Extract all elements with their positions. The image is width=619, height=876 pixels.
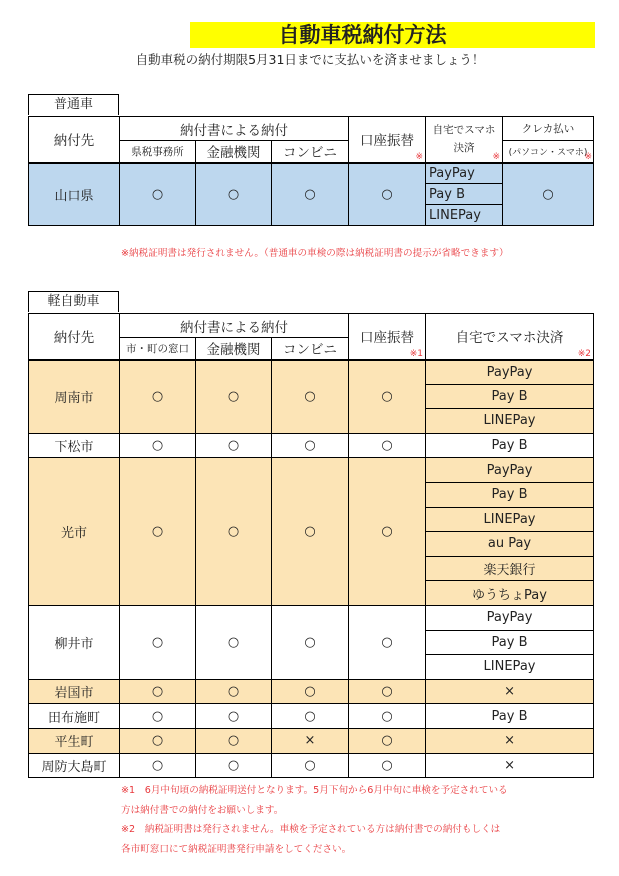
kei-notes <box>121 781 508 859</box>
table-row <box>29 433 594 458</box>
cell-smartphone: Pay B <box>426 184 503 205</box>
payee-name: 周南市 <box>29 360 120 434</box>
cell-smartphone: LINEPay <box>426 655 594 680</box>
note-mark: ※ <box>492 151 501 162</box>
table-row <box>29 704 594 729</box>
cell-smartphone: Pay B <box>426 704 594 729</box>
page-title: 自動車税納付方法 <box>190 22 595 48</box>
cell-transfer: ○ <box>349 753 426 778</box>
table-row <box>29 605 594 630</box>
cell-office: ○ <box>120 433 196 458</box>
payee-name: 田布施町 <box>29 704 120 729</box>
cell-smartphone: × <box>426 753 594 778</box>
header-smartphone: 自宅でスマホ決済 ※2 <box>426 314 594 360</box>
payee-name: 岩国市 <box>29 679 120 704</box>
cell-smartphone: LINEPay <box>426 205 503 226</box>
kei-table <box>28 313 594 778</box>
cell-smartphone: PayPay <box>426 605 594 630</box>
header-bank-transfer: 口座振替 ※1 <box>349 314 426 360</box>
header-sub-conv: コンビニ <box>272 141 349 163</box>
cell-transfer: ○ <box>349 458 426 606</box>
header-payee: 納付先 <box>29 314 120 360</box>
cell-smartphone: PayPay <box>426 360 594 385</box>
cell-smartphone: Pay B <box>426 630 594 655</box>
table-row <box>29 728 594 753</box>
cell-transfer: ○ <box>349 433 426 458</box>
section-label-futsu: 普通車 <box>28 94 119 115</box>
cell-smartphone: Pay B <box>426 384 594 409</box>
table-row <box>29 458 594 483</box>
payee-name: 山口県 <box>29 163 120 226</box>
cell-smartphone: LINEPay <box>426 507 594 532</box>
cell-smartphone: Pay B <box>426 482 594 507</box>
kei-note-line: ※1 6月中旬頃の納税証明送付となります。5月下旬から6月中旬に車検を予定されている <box>121 785 508 796</box>
cell-conv: ○ <box>272 360 349 434</box>
cell-conv: × <box>272 728 349 753</box>
note-mark: ※2 <box>577 348 592 359</box>
table-row <box>29 163 594 184</box>
cell-bank: ○ <box>196 163 272 226</box>
futsu-note: ※納税証明書は発行されません。（普通車の車検の際は納税証明書の提示が省略できます） <box>121 248 509 259</box>
payee-name: 平生町 <box>29 728 120 753</box>
cell-conv: ○ <box>272 679 349 704</box>
cell-conv: ○ <box>272 753 349 778</box>
cell-office: ○ <box>120 753 196 778</box>
header-sub-bank: 金融機関 <box>196 141 272 163</box>
table-row <box>29 753 594 778</box>
cell-bank: ○ <box>196 679 272 704</box>
cell-office: ○ <box>120 458 196 606</box>
cell-smartphone: PayPay <box>426 163 503 184</box>
futsu-table <box>28 116 594 226</box>
cell-office: ○ <box>120 704 196 729</box>
kei-note-line: ※2 納税証明書は発行されません。車検を予定されている方は納付書での納付もしくは <box>121 824 501 835</box>
cell-transfer: ○ <box>349 728 426 753</box>
cell-smartphone: ゆうちょPay <box>426 581 594 606</box>
header-sub-office: 県税事務所 <box>120 141 196 163</box>
cell-conv: ○ <box>272 433 349 458</box>
cell-bank: ○ <box>196 753 272 778</box>
cell-conv: ○ <box>272 605 349 679</box>
cell-conv: ○ <box>272 704 349 729</box>
payee-name: 下松市 <box>29 433 120 458</box>
table-row <box>29 679 594 704</box>
cell-conv: ○ <box>272 458 349 606</box>
kei-note-line: 各市町窓口にて納税証明書発行申請をしてください。 <box>121 843 352 855</box>
header-sub-conv: コンビニ <box>272 338 349 360</box>
kei-note-line: 方は納付書での納付をお願いします。 <box>121 804 284 816</box>
cell-bank: ○ <box>196 728 272 753</box>
cell-credit: ○ <box>503 163 594 226</box>
section-label-kei: 軽自動車 <box>28 291 119 312</box>
cell-office: ○ <box>120 728 196 753</box>
cell-transfer: ○ <box>349 704 426 729</box>
payee-name: 柳井市 <box>29 605 120 679</box>
header-sub-office: 市・町の窓口 <box>120 338 196 360</box>
page-subtitle: 自動車税の納付期限5月31日までに支払いを済ませましょう！ <box>135 52 485 67</box>
cell-conv: ○ <box>272 163 349 226</box>
header-payee: 納付先 <box>29 117 120 163</box>
cell-smartphone: LINEPay <box>426 409 594 434</box>
cell-smartphone: au Pay <box>426 532 594 557</box>
payee-name: 周防大島町 <box>29 753 120 778</box>
note-mark: ※1 <box>409 348 424 359</box>
cell-office: ○ <box>120 163 196 226</box>
cell-office: ○ <box>120 605 196 679</box>
cell-bank: ○ <box>196 433 272 458</box>
header-bank-transfer: 口座振替 ※ <box>349 117 426 163</box>
cell-office: ○ <box>120 679 196 704</box>
cell-smartphone: × <box>426 728 594 753</box>
payee-name: 光市 <box>29 458 120 606</box>
note-mark: ※ <box>415 151 424 162</box>
cell-bank: ○ <box>196 704 272 729</box>
cell-smartphone: PayPay <box>426 458 594 483</box>
cell-smartphone: 楽天銀行 <box>426 556 594 581</box>
header-credit: クレカ払い <box>503 117 594 141</box>
cell-bank: ○ <box>196 360 272 434</box>
header-smartphone: 自宅でスマホ 決済 ※ <box>426 117 503 163</box>
header-slip: 納付書による納付 <box>120 117 349 141</box>
cell-transfer: ○ <box>349 679 426 704</box>
cell-bank: ○ <box>196 605 272 679</box>
table-row <box>29 360 594 385</box>
cell-office: ○ <box>120 360 196 434</box>
cell-smartphone: × <box>426 679 594 704</box>
note-mark: ※ <box>584 151 593 162</box>
cell-bank: ○ <box>196 458 272 606</box>
header-slip: 納付書による納付 <box>120 314 349 338</box>
cell-transfer: ○ <box>349 605 426 679</box>
cell-smartphone: Pay B <box>426 433 594 458</box>
cell-transfer: ○ <box>349 360 426 434</box>
header-sub-bank: 金融機関 <box>196 338 272 360</box>
cell-transfer: ○ <box>349 163 426 226</box>
header-credit-sub: (パソコン・スマホ) ※ <box>503 141 594 163</box>
